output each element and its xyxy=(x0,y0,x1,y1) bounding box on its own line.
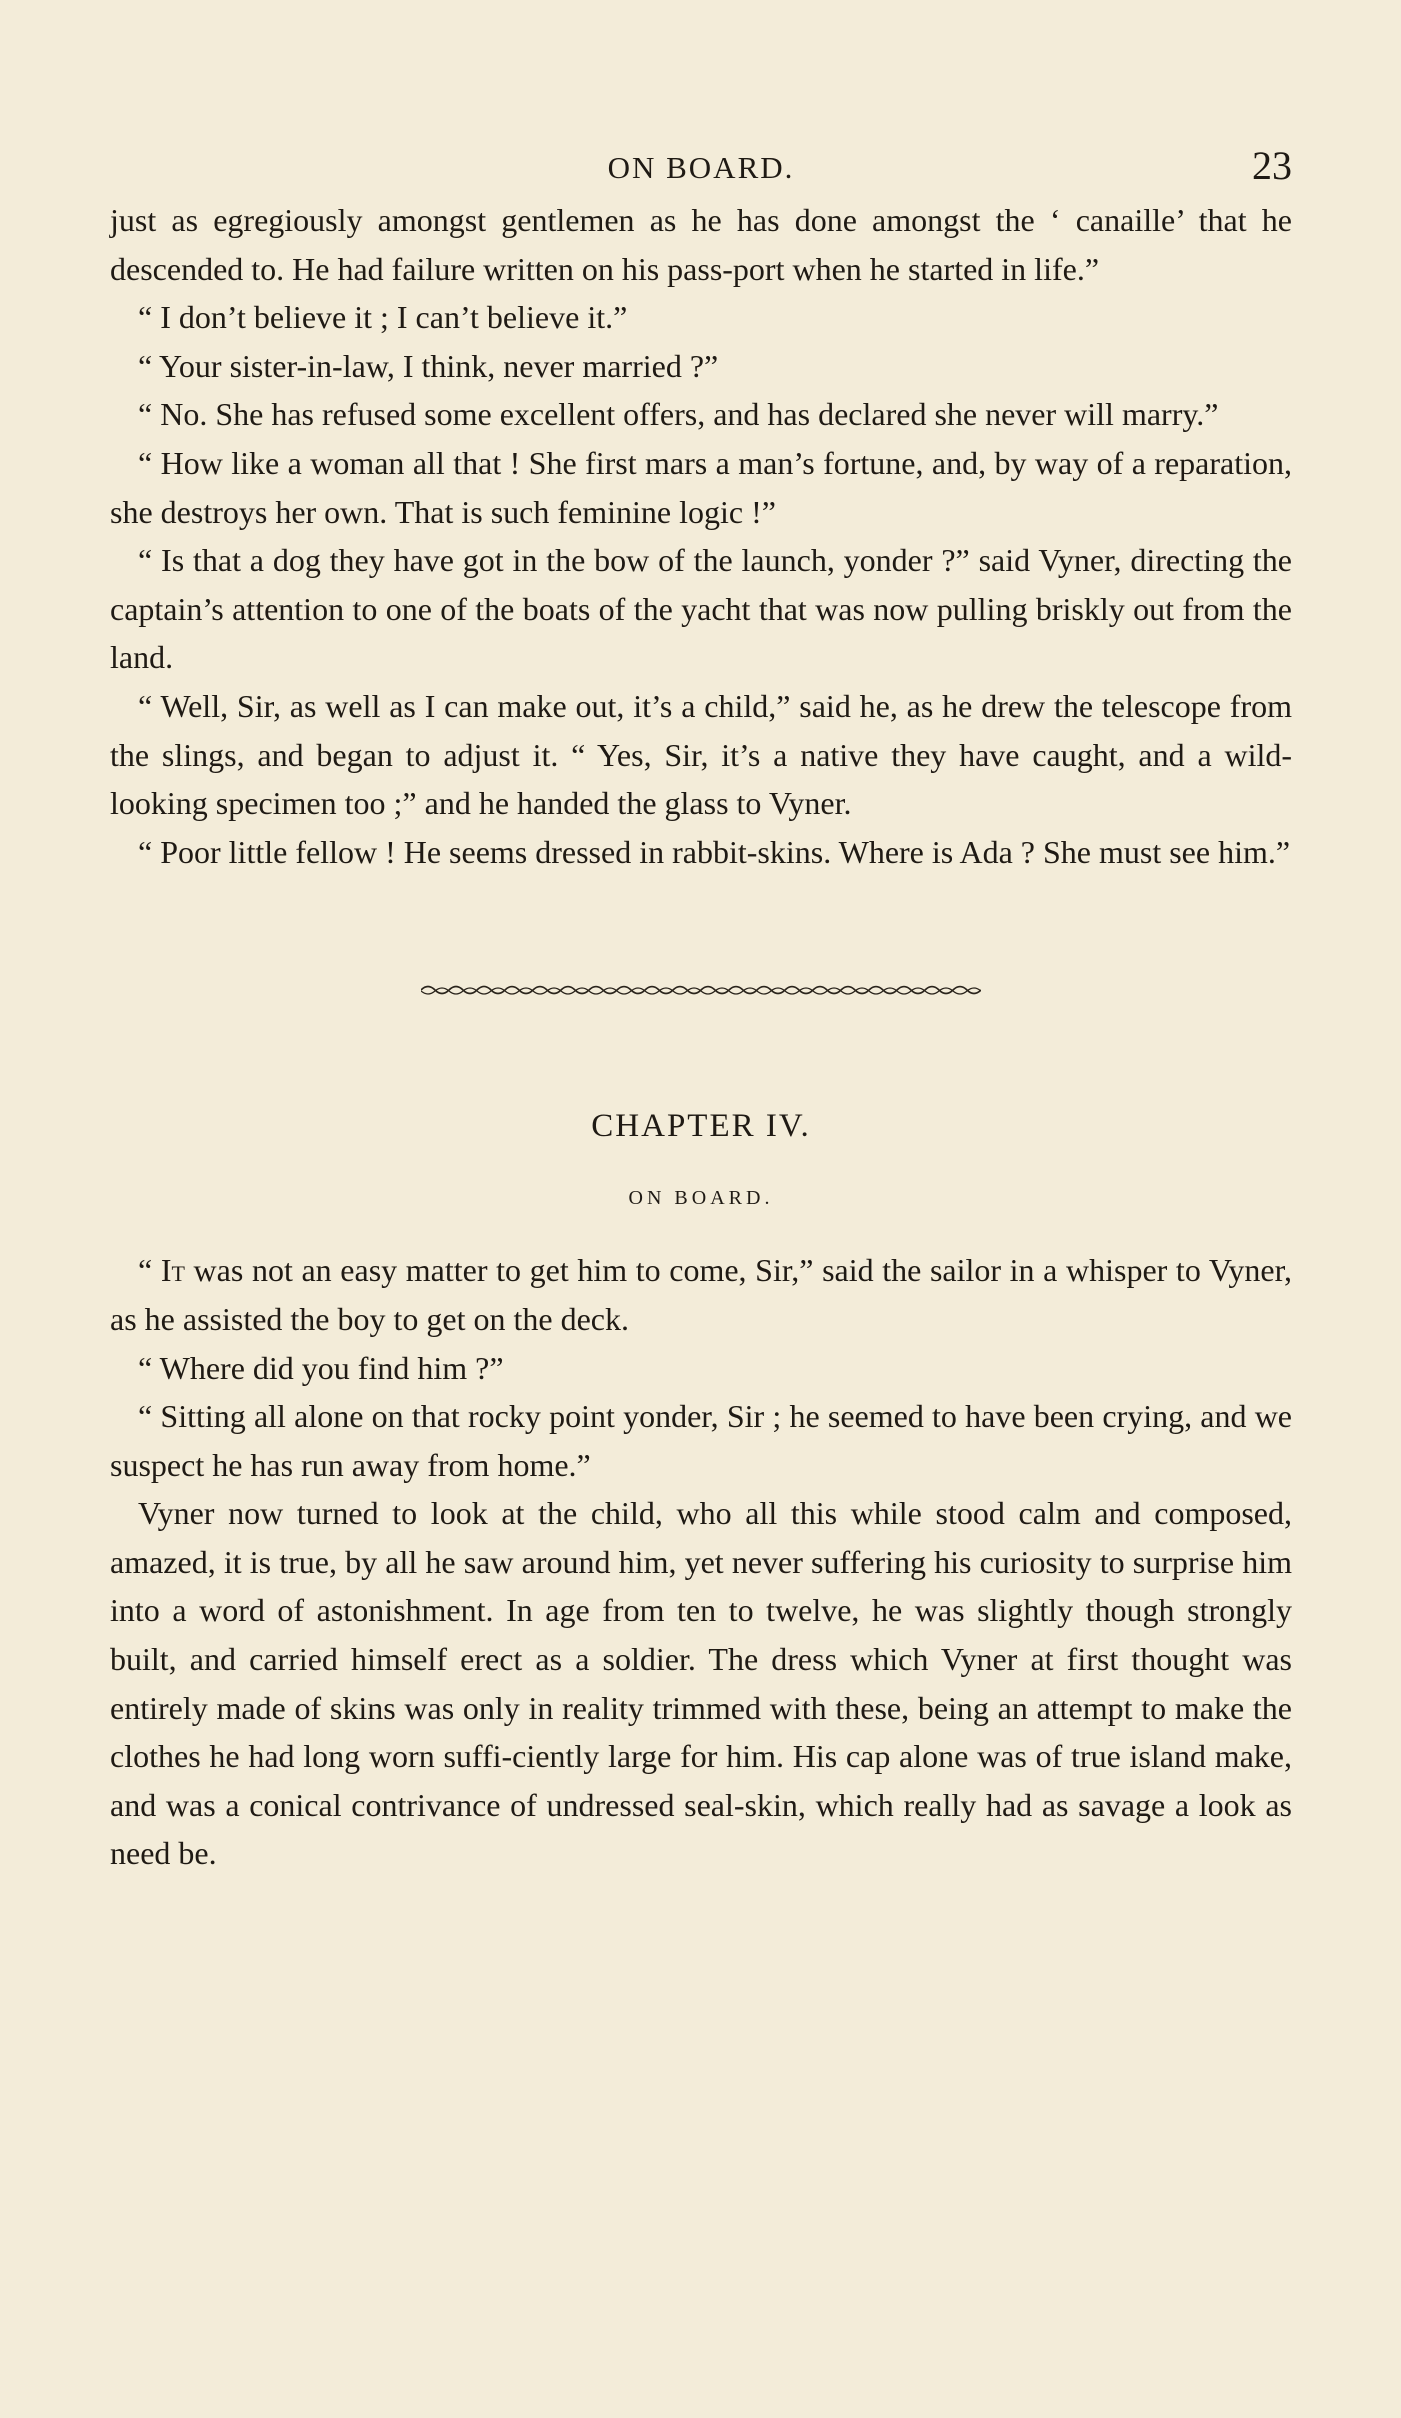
paragraph: “ Is that a dog they have got in the bow of the launch, yonder ?” said Vyner, directing the captain’s attention to one of the boats of the yacht that was now pulling briskly out from the land. xyxy=(110,542,1292,676)
paragraph: Vyner now turned to look at the child, who all this while stood calm and composed, amazed, it is true, by all he saw around him, yet never suffering his curiosity to surprise him into a word of astonishment. In age from ten to twelve, he was slightly though strongly built, and carried himself erect as a soldier. The dress which Vyner at first thought was entirely made of skins was only in reality trimmed with these, being an attempt to make the clothes he had long worn suffi-ciently large for him. His cap alone was of true island make, and was a conical contrivance of undressed seal-skin, which really had as savage a look as need be. xyxy=(110,1495,1292,1872)
paragraph: “ Well, Sir, as well as I can make out, it’s a child,” said he, as he drew the telescope from the slings, and began to adjust it. “ Yes, Sir, it’s a native they have caught, and a wild-looking specimen too ;” and he handed the glass to Vyner. xyxy=(110,687,1292,822)
paragraph: “ Your sister-in-law, I think, never married ?” xyxy=(138,347,719,384)
paragraph: “ Sitting all alone on that rocky point yonder, Sir ; he seemed to have been crying, and we suspect he has run away from home.” xyxy=(110,1398,1292,1483)
paragraph: “ I don’t believe it ; I can’t believe it.” xyxy=(138,299,628,336)
paragraph: “ Poor little fellow ! He seems dressed in rabbit-skins. Where is Ada ? She must see him.” xyxy=(138,833,1291,870)
paragraph: “ No. She has refused some excellent offers, and has declared she never will marry.” xyxy=(138,396,1219,433)
paragraph-continued: just as egregiously amongst gentlemen as he has done amongst the ‘ canaille’ that he descended to. He had failure written on his pass-port when he started in life.” xyxy=(110,202,1292,287)
paragraph-rest: was not an easy matter to get him to come, Sir,” said the sailor in a whisper to Vyner, as he assisted the boy to get on the deck. xyxy=(110,1252,1293,1337)
open-quote: “ xyxy=(138,1252,161,1289)
paragraph: “ Where did you find him ?” xyxy=(138,1349,504,1386)
page-number: 23 xyxy=(1252,143,1292,188)
chapter-subtitle: ON BOARD. xyxy=(628,1187,774,1210)
chapter-first-paragraph xyxy=(110,1246,1292,1343)
book-page xyxy=(110,140,1292,1878)
wavy-rule-ornament xyxy=(421,980,981,1000)
running-head xyxy=(110,140,1292,196)
chapter-heading: CHAPTER IV. xyxy=(591,1108,811,1145)
small-caps-opening: It xyxy=(160,1252,185,1289)
running-title: ON BOARD. xyxy=(607,150,795,185)
paragraph: “ How like a woman all that ! She first mars a man’s fortune, and, by way of a reparation, she destroys her own. That is such feminine logic !” xyxy=(110,444,1292,530)
